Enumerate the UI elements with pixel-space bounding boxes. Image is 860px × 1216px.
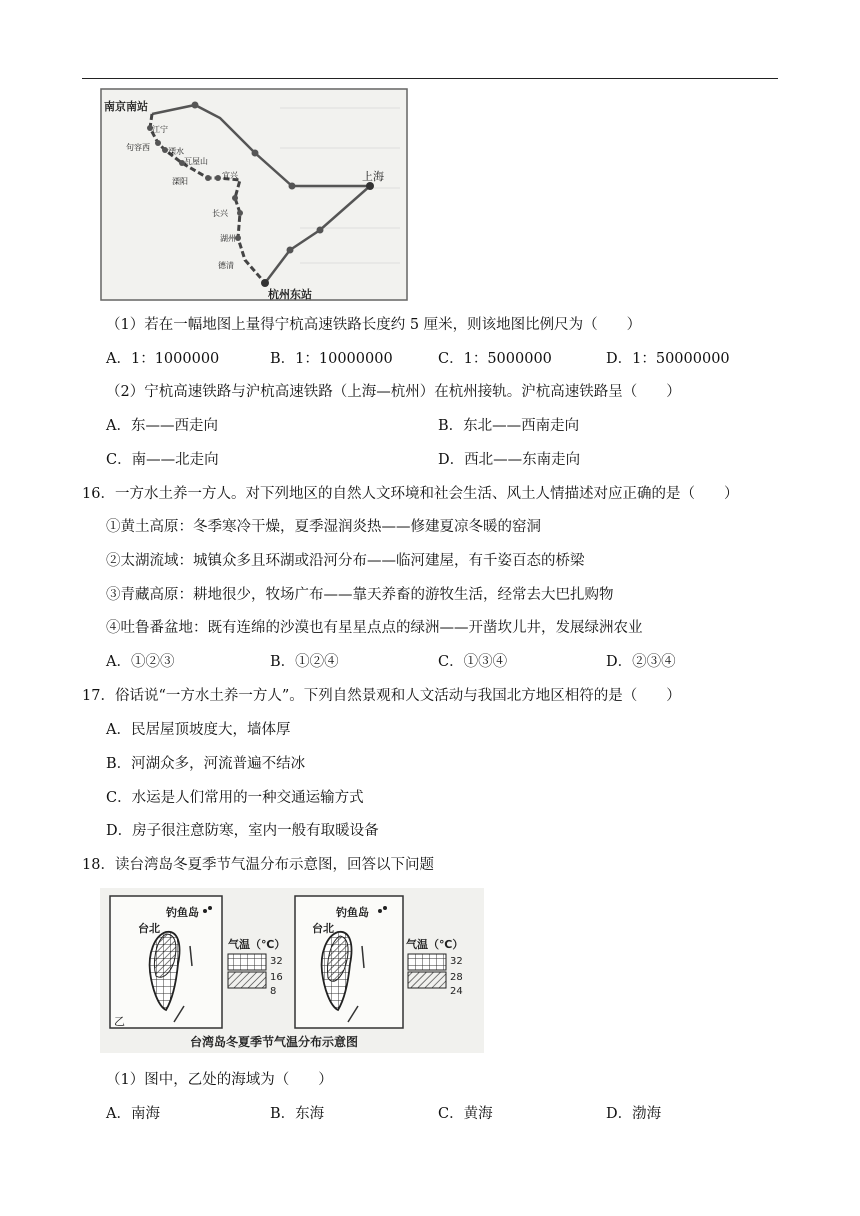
svg-text:32: 32	[450, 956, 463, 967]
q18-sub1-option-b[interactable]: B．东海	[270, 1106, 325, 1122]
map-label: 江宁	[152, 125, 168, 134]
q15-sub2-option-b[interactable]: B．东北——西南走向	[438, 418, 580, 434]
q16-stem: 16．一方水土养一方人。对下列地区的自然人文环境和社会生活、风土人情描述对应正确的是（ ）	[82, 486, 739, 502]
header-rule	[82, 78, 778, 79]
map-label: 长兴	[212, 209, 228, 218]
q17-option-c[interactable]: C．水运是人们常用的一种交通运输方式	[106, 790, 364, 806]
map-label: 湖州	[220, 234, 236, 243]
q17-option-a[interactable]: A．民居屋顶坡度大，墙体厚	[106, 722, 291, 738]
taiwan-temperature-figure	[100, 888, 484, 1053]
q17-option-d[interactable]: D．房子很注意防寒，室内一般有取暖设备	[106, 823, 379, 839]
q16-item-2: ②太湖流域：城镇众多且环湖或沿河分布——临河建屋，有千姿百态的桥梁	[106, 553, 585, 569]
q16-item-1: ①黄土高原：冬季寒冷干燥，夏季湿润炎热——修建夏凉冬暖的窑洞	[106, 519, 541, 535]
q15-sub1-stem: （1）若在一幅地图上量得宁杭高速铁路长度约 5 厘米，则该地图比例尺为（ ）	[106, 317, 642, 333]
q16-item-3: ③青藏高原：耕地很少，牧场广布——靠天养畜的游牧生活，经常去大巴扎购物	[106, 587, 614, 603]
map-label: 溧水	[168, 147, 184, 156]
q16-option-a[interactable]: A．①②③	[106, 654, 175, 670]
svg-text:24: 24	[450, 986, 463, 997]
q15-sub2-option-a[interactable]: A．东——西走向	[106, 418, 218, 434]
map-label: 句容西	[126, 143, 150, 152]
railway-map	[100, 88, 408, 301]
svg-text:32: 32	[270, 956, 283, 967]
q18-sub1-option-c[interactable]: C．黄海	[438, 1106, 493, 1122]
q15-sub1-option-c[interactable]: C．1：5000000	[438, 351, 552, 367]
svg-text:钓鱼岛: 钓鱼岛	[336, 906, 369, 919]
q18-stem: 18．读台湾岛冬夏季节气温分布示意图，回答以下问题	[82, 857, 434, 873]
svg-text:台北: 台北	[138, 922, 160, 935]
q17-stem: 17．俗话说“一方水土养一方人”。下列自然景观和人文活动与我国北方地区相符的是（ ）	[82, 688, 681, 704]
svg-text:气温（℃）: 气温（℃）	[228, 938, 286, 951]
svg-text:台北: 台北	[312, 922, 334, 935]
svg-text:28: 28	[450, 972, 463, 983]
q16-option-c[interactable]: C．①③④	[438, 654, 508, 670]
map-label: 上海	[362, 170, 384, 183]
svg-text:16: 16	[270, 972, 283, 983]
q16-option-d[interactable]: D．②③④	[606, 654, 676, 670]
q17-option-b[interactable]: B．河湖众多，河流普遍不结冰	[106, 756, 306, 772]
q15-sub2-option-d[interactable]: D．西北——东南走向	[438, 452, 581, 468]
q16-item-4: ④吐鲁番盆地：既有连绵的沙漠也有星星点点的绿洲——开凿坎儿井，发展绿洲农业	[106, 620, 643, 636]
svg-text:钓鱼岛: 钓鱼岛	[166, 906, 199, 919]
q15-sub1-option-b[interactable]: B．1：10000000	[270, 351, 393, 367]
q18-sub1-option-a[interactable]: A．南海	[106, 1106, 160, 1122]
map-label: 宜兴	[222, 171, 238, 180]
svg-text:气温（℃）: 气温（℃）	[406, 938, 464, 951]
map-label: 德清	[218, 261, 234, 270]
map-label: 溧阳	[172, 177, 188, 186]
q15-sub1-option-d[interactable]: D．1：50000000	[606, 351, 730, 367]
q18-sub1-option-d[interactable]: D．渤海	[606, 1106, 662, 1122]
q15-sub2-option-c[interactable]: C．南——北走向	[106, 452, 219, 468]
map-label: 杭州东站	[268, 288, 312, 301]
figure-caption: 台湾岛冬夏季节气温分布示意图	[190, 1035, 359, 1049]
map-label: 南京南站	[104, 100, 148, 113]
q15-sub2-stem: （2）宁杭高速铁路与沪杭高速铁路（上海—杭州）在杭州接轨。沪杭高速铁路呈（ ）	[106, 384, 681, 400]
svg-text:8: 8	[270, 986, 277, 997]
map-label: 瓦屋山	[184, 157, 208, 166]
svg-text:乙: 乙	[114, 1015, 125, 1028]
q16-option-b[interactable]: B．①②④	[270, 654, 339, 670]
q15-sub1-option-a[interactable]: A．1：1000000	[106, 351, 220, 367]
q18-sub1-stem: （1）图中，乙处的海域为（ ）	[106, 1072, 333, 1088]
